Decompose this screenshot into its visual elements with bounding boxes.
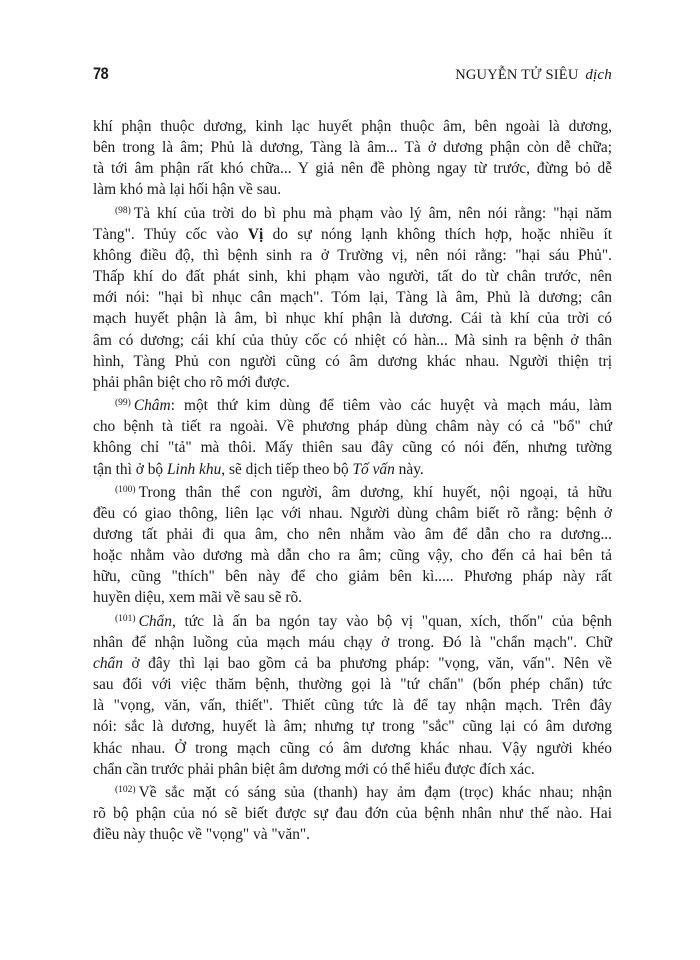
text-line: không điều độ, thì bệnh sinh ra ở Trường vị, nên nói rằng: "hại sáu Phủ". — [93, 246, 612, 264]
note-number: (98) — [115, 205, 131, 216]
text-line: mới nói: "hại bì nhục cân mạch". Tóm lại, Tàng là âm, Phủ là dương; cân — [93, 289, 612, 307]
text-line: hữu, cũng "thích" bên này để cho giảm bên kì..... Phương pháp này rất — [93, 568, 612, 586]
running-head-author: NGUYỄN TỬ SIÊU — [455, 67, 579, 83]
text-line: chẩn ở đây thì lại bao gồm cả ba phương pháp: "vọng, văn, vấn". Nên về — [93, 654, 612, 672]
book-title-to-van: Tố vấn — [352, 460, 395, 478]
term-chan-inline: chẩn — [93, 654, 123, 672]
footnote-102 — [93, 780, 612, 845]
text-line: đều có giao thông, liên lạc với nhau. Người dùng châm biết rõ rằng: bệnh ở — [93, 504, 612, 522]
text-line: huyền diệu, xem mãi về sau sẽ rõ. — [93, 589, 302, 607]
text-line: tà tới âm phận rất khó chữa... Y giả nên đề phòng ngay từ trước, đừng bỏ dễ — [93, 160, 612, 178]
text-line: mạch huyết phận là âm, bì nhục khí phận là dương. Cái tà khí của trời có — [93, 310, 612, 328]
term-chan: Chẩn — [138, 612, 172, 630]
page-number: 78 — [93, 64, 109, 83]
text-line: $^{(102)}$ Về sắc mặt có sáng sủa (thanh) hay ảm đạm (trọc) khác nhau; nhận — [115, 783, 612, 801]
text-line: điều này thuộc về "vọng" và "văn". — [93, 826, 311, 844]
text-line: cho bệnh tà tiết ra ngoài. Về phương pháp dùng châm này có cả "bổ" chứ — [93, 418, 612, 436]
term-cham: Châm — [133, 397, 171, 415]
text-line: $^{(99)}$ Châm: một thứ kim dùng để tiêm vào các huyệt và mạch máu, làm — [115, 397, 612, 415]
text-line: sau đối với việc thăm bệnh, thường gọi là "tứ chẩn" (bốn phép chẩn) tức — [93, 676, 612, 694]
text-line: bên trong là âm; Phủ là dương, Tàng là âm... Tà ở dương phận còn dễ chữa; — [93, 139, 612, 157]
text-line: phải phân biệt cho rõ mới được. — [93, 373, 290, 391]
text-line: không chỉ "tả" mà thôi. Mấy thiên sau đây cũng có nói đến, nhưng tường — [93, 439, 612, 457]
text-line: Thấp khí do đất phát sinh, khi phạm vào người, tất do từ chân trước, nên — [93, 268, 612, 286]
text-line: $^{(98)}$ Tà khí của trời do bì phu mà phạm vào lý âm, nên nói rằng: "hại năm — [115, 204, 612, 222]
running-head-role: dịch — [585, 67, 612, 83]
running-head — [455, 67, 612, 84]
note-number: (99) — [115, 398, 131, 409]
book-title-linh-khu: Linh khu — [166, 460, 222, 478]
continuation-paragraph — [93, 116, 612, 201]
text-line: khí phận thuộc dương, kinh lạc huyết phận thuộc âm, bên ngoài là dương, — [93, 118, 612, 135]
footnote-101 — [93, 609, 612, 780]
text-line: $^{(101)}$ Chẩn, tức là ấn ba ngón tay vào bộ vị "quan, xích, thốn" của bệnh — [115, 612, 612, 630]
text-line: là "vọng, văn, vấn, thiết". Thiết cũng tức là để tay nhận mạch. Trên đây — [93, 697, 612, 715]
text-line: rõ bộ phận của nó sẽ biết được sự đau đớn của bệnh nhân như thế nào. Hai — [93, 805, 612, 822]
text-line: chẩn cần trước phải phân biệt âm dương mới có thể hiểu được đích xác. — [93, 760, 535, 778]
footnote-98 — [93, 201, 612, 393]
text-line: làm khó mà lại hối hận về sau. — [93, 181, 282, 199]
note-number: (101) — [115, 613, 136, 624]
footnote-100 — [93, 480, 612, 609]
text-line: khác nhau. Ở trong mạch cũng có âm dương khác nhau. Vậy người khéo — [93, 739, 612, 757]
text-line: âm có dương; cái khí của thủy cốc có nhiệt có hàn... Mà sinh ra bệnh ở thân — [93, 331, 612, 349]
footnote-99 — [93, 393, 612, 480]
page-body — [93, 116, 612, 845]
note-number: (102) — [115, 784, 136, 795]
text-line: hình, Tàng Phủ con người cũng có âm dương khác nhau. Người thiện trị — [93, 352, 612, 370]
text-line: tận thì ở bộ Linh khu, sẽ dịch tiếp theo bộ Tố vấn này. — [93, 460, 424, 478]
text-line: Tàng". Thủy cốc vào Vị do sự nóng lạnh không thích hợp, hoặc nhiều ít — [93, 225, 613, 243]
text-line: $^{(100)}$ Trong thân thể con người, âm dương, khí huyết, nội ngoại, tả hữu — [115, 483, 612, 501]
text-line: nhân để nhận luồng của mạch máu chạy ở trong. Đó là "chẩn mạch". Chữ — [93, 633, 612, 651]
page-header — [93, 64, 612, 88]
text-line: hoặc nhằm vào dương mà dẫn cho ra âm; cũng vậy, cho đến cả hai bên tả — [93, 547, 612, 565]
term-vi: Vị — [247, 225, 264, 243]
text-line: nói: sắc là dương, huyết là âm; nhưng tự trong "sắc" cũng lại có âm dương — [93, 718, 612, 736]
text-line: dương tất phải đi qua âm, cho nên nhằm vào âm để dẫn cho ra dương... — [93, 525, 612, 543]
note-number: (100) — [115, 484, 136, 495]
